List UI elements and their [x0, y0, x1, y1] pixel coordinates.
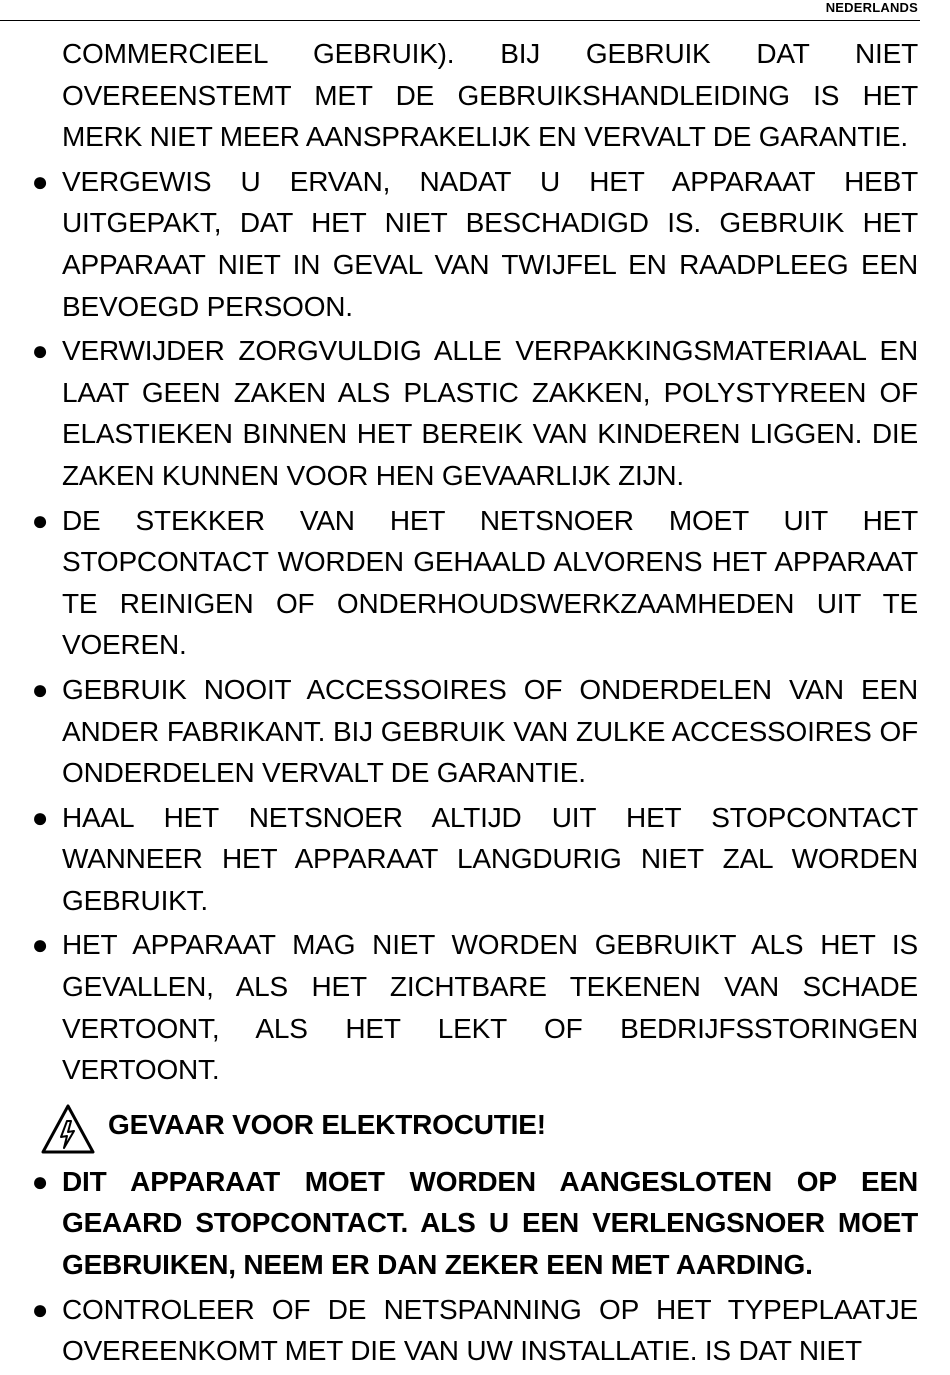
list-item-text: DE STEKKER VAN HET NETSNOER MOET UIT HET STOPCONTACT WORDEN GEHAALD ALVORENS HET APPARAAT TE REINIGEN OF ONDERHOUDSWERKZAAMHEDEN UIT TE VOEREN. — [62, 504, 918, 661]
list-item-text: CONTROLEER OF DE NETSPANNING OP HET TYPEPLAATJE OVEREENKOMT MET DIE VAN UW INSTALLATIE. IS DAT NIET — [62, 1293, 918, 1367]
list-item-bold — [31, 1161, 918, 1286]
list-item — [31, 500, 918, 666]
list-item — [31, 1289, 918, 1372]
list-item-text: HET APPARAAT MAG NIET WORDEN GEBRUIKT ALS HET IS GEVALLEN, ALS HET ZICHTBARE TEKENEN VAN SCHADE VERTOONT, ALS HET LEKT OF BEDRIJFSSTORINGEN VERTOONT. — [62, 929, 918, 1086]
bullet-icon: ● — [31, 335, 49, 367]
list-item-text: VERWIJDER ZORGVULDIG ALLE VERPAKKINGSMATERIAAL EN LAAT GEEN ZAKEN ALS PLASTIC ZAKKEN, POLYSTYREEN OF ELASTIEKEN BINNEN HET BEREIK VAN KINDEREN LIGGEN. DIE ZAKEN KUNNEN VOOR HEN GEVAARLIJK ZIJN. — [62, 335, 918, 491]
list-item — [31, 797, 918, 922]
document-body — [0, 33, 950, 1375]
bullet-icon: ● — [31, 1165, 49, 1197]
paragraph-text: COMMERCIEEL GEBRUIK). BIJ GEBRUIK DAT NIET OVEREENSTEMT MET DE GEBRUIKSHANDLEIDING IS HET MERK NIET MEER AANSPRAKELIJK EN VERVALT DE GARANTIE. — [62, 38, 918, 153]
bullet-icon: ● — [31, 165, 49, 197]
page-header — [0, 0, 920, 21]
list-item-text: HAAL HET NETSNOER ALTIJD UIT HET STOPCONTACT WANNEER HET APPARAAT LANGDURIG NIET ZAL WORDEN GEBRUIKT. — [62, 801, 918, 916]
electric-hazard-icon — [40, 1103, 96, 1155]
bullet-icon: ● — [31, 929, 49, 961]
list-item — [31, 330, 918, 496]
language-label: NEDERLANDS — [825, 0, 918, 15]
bullet-icon: ● — [31, 801, 49, 833]
bullet-icon: ● — [31, 1293, 49, 1325]
bullet-icon: ● — [31, 673, 49, 705]
list-item — [31, 924, 918, 1090]
electrocution-warning — [40, 1095, 950, 1157]
paragraph-continuation — [62, 33, 918, 158]
list-item — [31, 669, 918, 794]
bullet-icon: ● — [31, 504, 49, 536]
warning-title: GEVAAR VOOR ELEKTROCUTIE! — [108, 1108, 546, 1140]
list-item-text: VERGEWIS U ERVAN, NADAT U HET APPARAAT HEBT UITGEPAKT, DAT HET NIET BESCHADIGD IS. GEBRUIK HET APPARAAT NIET IN GEVAL VAN TWIJFEL EN RAADPLEEG EEN BEVOEGD PERSOON. — [62, 165, 918, 322]
list-item — [31, 161, 918, 327]
list-item-text: GEBRUIK NOOIT ACCESSOIRES OF ONDERDELEN VAN EEN ANDER FABRIKANT. BIJ GEBRUIK VAN ZULKE ACCESSOIRES OF ONDERDELEN VERVALT DE GARANTIE. — [62, 673, 918, 789]
list-item-text: DIT APPARAAT MOET WORDEN AANGESLOTEN OP EEN GEAARD STOPCONTACT. ALS U EEN VERLENGSNOER MOET GEBRUIKEN, NEEM ER DAN ZEKER EEN MET AARDING. — [62, 1165, 918, 1281]
